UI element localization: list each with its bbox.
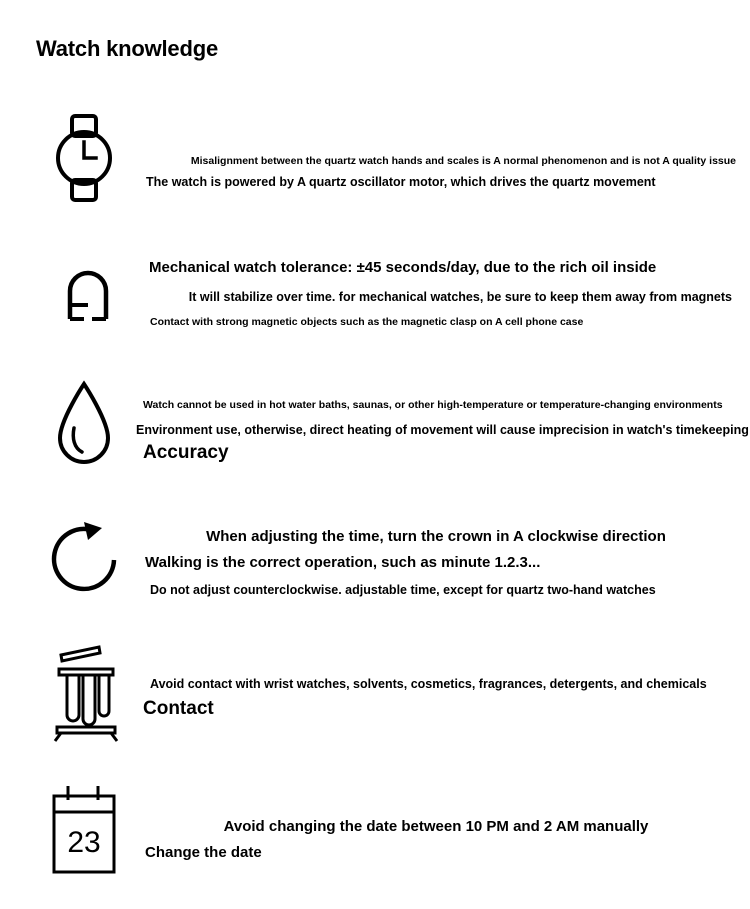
water-drop-icon: [36, 378, 132, 474]
section-setting-time: [0, 512, 750, 632]
calendar-day-number: 23: [67, 826, 101, 859]
section-temperature-line-1: Watch cannot be used in hot water baths, saunas, or other high-temperature or temperature-changing environments: [143, 399, 723, 411]
section-chemical-contact: [0, 648, 750, 768]
wristwatch-icon: [36, 110, 132, 206]
section-magnetism-line-1: Mechanical watch tolerance: ±45 seconds/day, due to the rich oil inside: [149, 259, 657, 276]
test-tubes-icon: [36, 648, 132, 744]
section-setting-time-line-1: When adjusting the time, turn the crown in A clockwise direction: [206, 528, 666, 545]
section-chemical-contact-heading: Contact: [143, 698, 214, 719]
section-date-change-line-1: Avoid changing the date between 10 PM and 2 AM manually: [223, 818, 649, 835]
section-setting-time-line-2: Walking is the correct operation, such as minute 1.2.3...: [145, 554, 541, 571]
calendar-icon: [36, 786, 132, 882]
section-setting-time-line-3: Do not adjust counterclockwise. adjustable time, except for quartz two-hand watches: [150, 583, 656, 597]
section-temperature-line-2: Environment use, otherwise, direct heating of movement will cause imprecision in watch's timekeeping: [136, 423, 749, 437]
page-title: Watch knowledge: [36, 36, 218, 61]
section-temperature: [0, 378, 750, 503]
section-date-change: [0, 786, 750, 896]
section-temperature-heading: Accuracy: [143, 442, 229, 463]
section-magnetism-line-2: It will stabilize over time. for mechanical watches, be sure to keep them away from magnets: [188, 290, 732, 304]
section-date-change-line-2: Change the date: [145, 844, 262, 861]
section-quartz-line-2: The watch is powered by A quartz oscillator motor, which drives the quartz movement: [146, 175, 656, 189]
section-chemical-contact-line-1: Avoid contact with wrist watches, solvents, cosmetics, fragrances, detergents, and chemicals: [150, 677, 707, 691]
magnet-icon: [36, 245, 132, 341]
section-magnetism-line-3: Contact with strong magnetic objects such as the magnetic clasp on A cell phone case: [150, 316, 584, 328]
section-magnetism: [0, 245, 750, 365]
section-quartz-line-1: Misalignment between the quartz watch hands and scales is A normal phenomenon and is not A quality issue: [190, 155, 736, 167]
section-quartz: [0, 110, 750, 230]
clockwise-arrow-icon: [36, 512, 132, 608]
